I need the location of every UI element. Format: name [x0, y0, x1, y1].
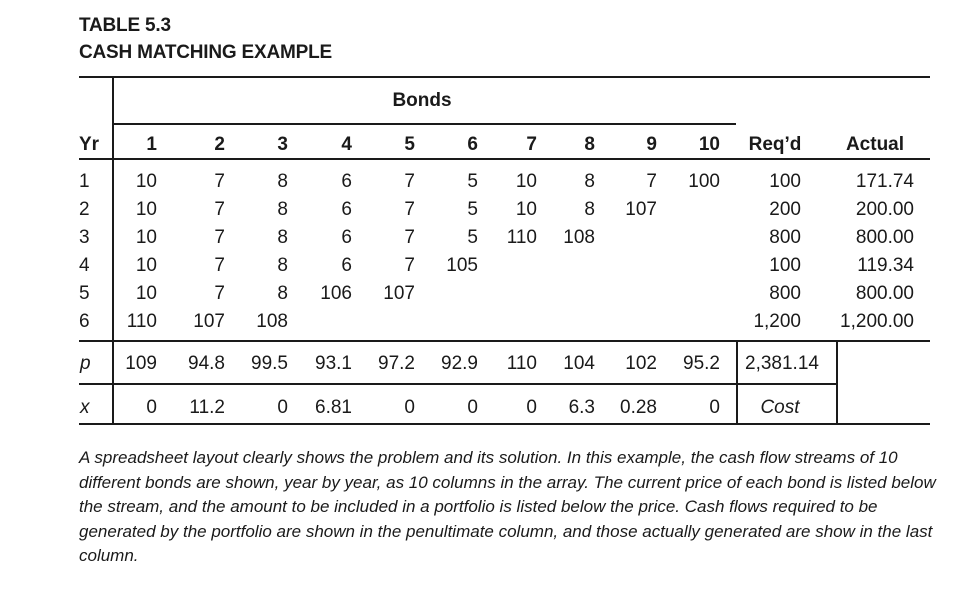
price-cell: 95.2 [683, 353, 720, 374]
price-cell: 94.8 [188, 353, 225, 374]
actual-cell: 119.34 [857, 255, 914, 276]
price-cell: 102 [625, 353, 657, 374]
price-cell: 97.2 [378, 353, 415, 374]
amount-cell: 0 [146, 397, 157, 418]
cash-flow-cell: 8 [277, 171, 288, 192]
cash-flow-cell: 107 [193, 311, 225, 332]
bond-column-header: 7 [526, 134, 537, 155]
year-label: 1 [79, 171, 90, 192]
bond-column-header: 9 [646, 134, 657, 155]
year-label: 2 [79, 199, 90, 220]
bond-column-header: 2 [214, 134, 225, 155]
cash-flow-cell: 107 [383, 283, 415, 304]
cash-flow-cell: 10 [135, 255, 157, 276]
cash-flow-cell: 10 [135, 171, 157, 192]
reqd-cell: 100 [769, 255, 801, 276]
header-rule [79, 158, 930, 160]
actual-cell: 200.00 [855, 199, 914, 220]
year-label: 3 [79, 227, 90, 248]
amount-cell: 6.81 [315, 397, 352, 418]
cash-flow-cell: 7 [214, 255, 225, 276]
bonds-total-divider [736, 341, 738, 423]
cash-flow-cell: 7 [214, 199, 225, 220]
cash-flow-cell: 10 [135, 199, 157, 220]
cash-flow-cell: 106 [320, 283, 352, 304]
cash-flow-cell: 6 [341, 255, 352, 276]
reqd-cell: 800 [769, 283, 801, 304]
cash-flow-cell: 7 [214, 171, 225, 192]
amount-cell: 0 [709, 397, 720, 418]
amount-cell: 0 [526, 397, 537, 418]
amount-cell: 0 [404, 397, 415, 418]
actual-cell: 1,200.00 [840, 311, 914, 332]
bond-column-header: 3 [277, 134, 288, 155]
amount-row-label: x [80, 397, 90, 418]
table-caption: A spreadsheet layout clearly shows the problem and its solution. In this example, the cash flow streams of 10 different bonds are shown, year by year, as 10 columns in the array. The current price of each bond is listed below the stream, and the amount to be included in a portfolio is listed below the price. Cash flows required to be generated by the portfolio are shown in the penultimate column, and those actually generated are show in the last column. [79, 448, 936, 565]
table-number: TABLE 5.3 [79, 15, 171, 36]
bond-column-header: 10 [698, 134, 720, 155]
reqd-cell: 200 [769, 199, 801, 220]
bonds-group-header: Bonds [392, 90, 452, 111]
amount-cell: 0 [277, 397, 288, 418]
cash-flow-cell: 7 [404, 171, 415, 192]
bond-column-header: 6 [467, 134, 478, 155]
reqd-cell: 1,200 [753, 311, 801, 332]
cash-flow-cell: 7 [404, 255, 415, 276]
year-label: 5 [79, 283, 90, 304]
actual-cell: 800.00 [855, 227, 914, 248]
cash-flow-cell: 7 [404, 227, 415, 248]
yr-header: Yr [79, 134, 100, 155]
price-cell: 110 [506, 353, 537, 374]
cash-flow-cell: 5 [467, 171, 478, 192]
cash-flow-cell: 5 [467, 227, 478, 248]
cash-flow-cell: 100 [688, 171, 720, 192]
total-price-cell: 2,381.14 [745, 353, 819, 374]
cash-flow-cell: 5 [467, 199, 478, 220]
price-cell: 93.1 [315, 353, 352, 374]
year-label: 4 [79, 255, 90, 276]
cash-flow-cell: 10 [135, 227, 157, 248]
cash-flow-cell: 8 [277, 255, 288, 276]
cash-flow-cell: 110 [126, 311, 157, 332]
cash-flow-cell: 8 [277, 283, 288, 304]
cash-flow-cell: 7 [214, 283, 225, 304]
actual-cell: 800.00 [855, 283, 914, 304]
cash-flow-cell: 110 [506, 227, 537, 248]
cash-flow-cell: 107 [625, 199, 657, 220]
actual-cell: 171.74 [855, 171, 914, 192]
bond-column-header: 8 [584, 134, 595, 155]
reqd-header: Req’d [748, 134, 802, 155]
top-rule [79, 76, 930, 78]
cash-flow-cell: 8 [584, 171, 595, 192]
price-cell: 92.9 [441, 353, 478, 374]
body-bottom-rule [79, 340, 930, 342]
bottom-rule [79, 423, 930, 425]
price-row-label: p [80, 353, 91, 374]
price-rule [79, 383, 837, 385]
cash-flow-cell: 10 [515, 199, 537, 220]
cost-divider [836, 341, 838, 423]
cash-flow-cell: 8 [277, 227, 288, 248]
cash-flow-cell: 7 [646, 171, 657, 192]
cash-flow-cell: 108 [563, 227, 595, 248]
cash-flow-cell: 8 [584, 199, 595, 220]
actual-header: Actual [845, 134, 905, 155]
cash-flow-cell: 7 [214, 227, 225, 248]
price-cell: 109 [125, 353, 157, 374]
bond-column-header: 4 [341, 134, 352, 155]
year-label: 6 [79, 311, 90, 332]
cash-flow-cell: 10 [515, 171, 537, 192]
price-cell: 99.5 [251, 353, 288, 374]
bond-column-header: 5 [404, 134, 415, 155]
reqd-cell: 100 [769, 171, 801, 192]
cost-label: Cost [760, 397, 800, 418]
cash-flow-cell: 6 [341, 171, 352, 192]
cash-flow-cell: 108 [256, 311, 288, 332]
price-cell: 104 [563, 353, 595, 374]
bond-column-header: 1 [146, 134, 157, 155]
amount-cell: 0 [467, 397, 478, 418]
cash-flow-cell: 8 [277, 199, 288, 220]
cash-flow-cell: 6 [341, 199, 352, 220]
reqd-cell: 800 [769, 227, 801, 248]
amount-cell: 6.3 [568, 397, 595, 418]
cash-flow-cell: 105 [446, 255, 478, 276]
bonds-group-rule [113, 123, 736, 125]
amount-cell: 11.2 [189, 397, 225, 418]
table-title: CASH MATCHING EXAMPLE [79, 42, 333, 63]
cash-flow-cell: 6 [341, 227, 352, 248]
cash-flow-cell: 7 [404, 199, 415, 220]
cash-flow-cell: 10 [135, 283, 157, 304]
amount-cell: 0.28 [620, 397, 657, 418]
